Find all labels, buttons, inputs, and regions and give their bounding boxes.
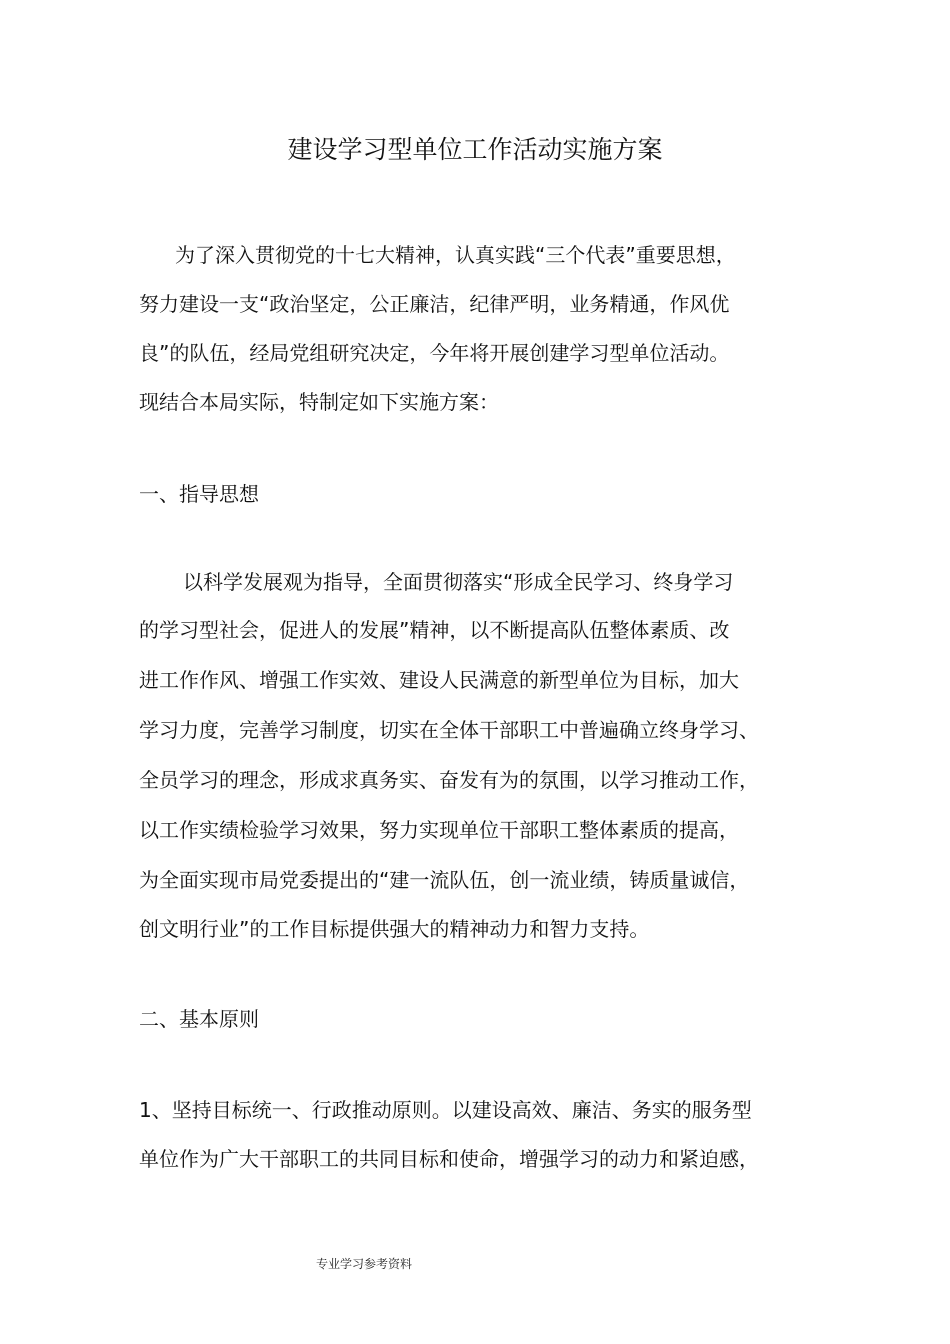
page-footer: 专业学习参考资料 — [316, 1257, 413, 1271]
paragraph-line: 的学习型社会，促进人的发展”精神，以不断提高队伍整体素质、改 — [139, 618, 730, 642]
paragraph-line: 以工作实绩检验学习效果，努力实现单位干部职工整体素质的提高， — [139, 818, 739, 842]
section-heading: 一、指导思想 — [139, 482, 259, 506]
section-heading: 二、基本原则 — [139, 1007, 259, 1031]
document-title: 建设学习型单位工作活动实施方案 — [287, 135, 663, 164]
paragraph-line: 单位作为广大干部职工的共同目标和使命，增强学习的动力和紧迫感， — [139, 1147, 759, 1171]
paragraph-line: 现结合本局实际，特制定如下实施方案： — [139, 390, 499, 414]
paragraph-line: 良”的队伍，经局党组研究决定，今年将开展创建学习型单位活动。 — [139, 341, 730, 365]
paragraph-line: 进工作作风、增强工作实效、建设人民满意的新型单位为目标，加大 — [139, 668, 739, 692]
paragraph-line: 努力建设一支“政治坚定，公正廉洁，纪律严明，业务精通，作风优 — [139, 292, 730, 316]
paragraph-line: 为全面实现市局党委提出的“建一流队伍，创一流业绩，铸质量诚信， — [139, 868, 750, 892]
paragraph-line: 学习力度，完善学习制度，切实在全体干部职工中普遍确立终身学习、 — [139, 718, 759, 742]
paragraph-line: 以科学发展观为指导，全面贯彻落实“形成全民学习、终身学习 — [183, 570, 734, 594]
paragraph-line: 创文明行业”的工作目标提供强大的精神动力和智力支持。 — [139, 917, 650, 941]
paragraph-line: 全员学习的理念，形成求真务实、奋发有为的氛围，以学习推动工作， — [139, 768, 759, 792]
paragraph-line: 1、坚持目标统一、行政推动原则。以建设高效、廉洁、务实的服务型 — [139, 1098, 752, 1122]
paragraph-line: 为了深入贯彻党的十七大精神，认真实践“三个代表”重要思想， — [175, 243, 736, 267]
